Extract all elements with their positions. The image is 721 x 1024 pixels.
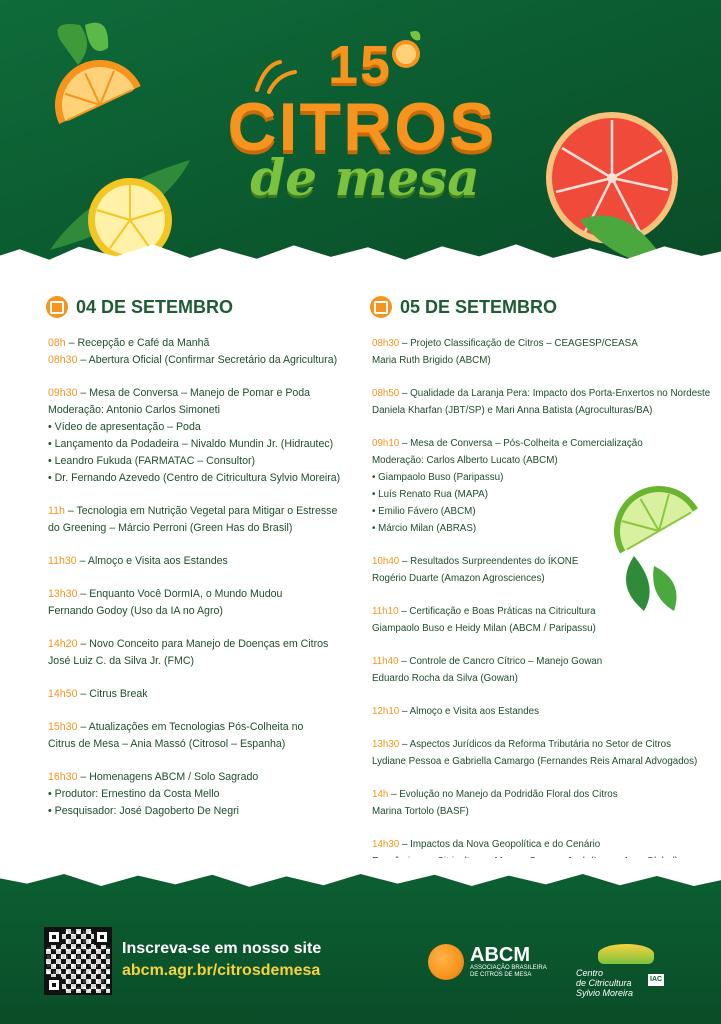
schedule-text: • Leandro Fukuda (FARMATAC – Consultor) <box>48 455 256 467</box>
abcm-name: ABCM <box>470 944 530 966</box>
schedule-text: Maria Ruth Brigido (ABCM) <box>372 355 491 366</box>
schedule-line <box>372 335 702 352</box>
day-title: 04 DE SETEMBRO <box>76 296 234 317</box>
schedule-item <box>48 769 348 820</box>
schedule-text: – Homenagens ABCM / Solo Sagrado <box>77 771 259 783</box>
schedule-text: – Certificação e Boas Práticas na Citricultura <box>398 606 596 617</box>
schedule-line <box>372 736 702 753</box>
schedule-line <box>48 803 348 820</box>
orange-logo-icon <box>428 944 464 980</box>
schedule-line <box>372 435 702 452</box>
schedule-line <box>372 352 702 369</box>
schedule-time: 16h30 <box>48 771 78 783</box>
schedule-line <box>372 452 702 469</box>
schedule-text: • Vídeo de apresentação – Poda <box>48 421 201 433</box>
schedule-time: 12h10 <box>372 706 400 717</box>
schedule-line <box>48 769 348 786</box>
ccsm-logo <box>576 944 663 998</box>
schedule-time: 11h <box>48 505 65 517</box>
abcm-subtitle-1: ASSOCIAÇÃO BRASILEIRA <box>470 965 547 971</box>
schedule-line <box>48 736 348 753</box>
schedule-line <box>48 553 348 570</box>
schedule-line <box>372 653 702 670</box>
schedule-text: – Almoço e Visita aos Estandes <box>76 555 228 567</box>
schedule-text: – Citrus Break <box>77 688 148 700</box>
schedule-line <box>48 586 348 603</box>
schedule-text: – Resultados Surpreendentes do ÍKONE <box>399 556 579 567</box>
schedule-text: • Produtor: Ernestino da Costa Mello <box>48 788 220 800</box>
schedule-day-04 <box>48 335 348 836</box>
ccsm-line-2: de Citricultura <box>576 978 632 988</box>
calendar-icon <box>370 296 392 318</box>
schedule-item <box>372 553 702 587</box>
grapefruit-slice-icon <box>540 110 690 262</box>
day-title: 05 DE SETEMBRO <box>400 296 558 317</box>
schedule-line <box>48 603 348 620</box>
schedule-time: 14h30 <box>372 839 400 850</box>
schedule-line <box>48 719 348 736</box>
schedule-line <box>48 352 348 369</box>
event-title: CITROS <box>227 89 497 165</box>
schedule-line <box>372 620 702 637</box>
schedule-line <box>372 503 702 520</box>
schedule-text: • Márcio Milan (ABRAS) <box>372 523 477 534</box>
ccsm-line-1: Centro <box>576 968 604 978</box>
schedule-text: Eduardo Rocha da Silva (Gowan) <box>372 673 518 684</box>
schedule-item <box>372 736 702 770</box>
schedule-text: – Aspectos Jurídicos da Reforma Tributária no Setor de Citros <box>399 739 671 750</box>
schedule-text: – Atualizações em Tecnologias Pós-Colheita no <box>77 721 304 733</box>
schedule-text: Lydiane Pessoa e Gabriella Camargo (Fernandes Reis Amaral Advogados) <box>372 756 698 767</box>
schedule-line <box>48 636 348 653</box>
schedule-time: 08h30 <box>372 338 400 349</box>
schedule-text: Daniela Kharfan (JBT/SP) e Mari Anna Batista (Agroculturas/BA) <box>372 405 653 416</box>
schedule-item <box>372 653 702 687</box>
schedule-time: 11h40 <box>372 656 399 667</box>
schedule-time: 14h50 <box>48 688 78 700</box>
schedule-time: 10h40 <box>372 556 400 567</box>
schedule-time: 13h30 <box>48 588 78 600</box>
schedule-time: 13h30 <box>372 739 400 750</box>
schedule-line <box>48 686 348 703</box>
schedule-text: – Qualidade da Laranja Pera: Impacto dos Porta-Enxertos no Nordeste <box>399 388 711 399</box>
schedule-line <box>48 419 348 436</box>
schedule-line <box>48 436 348 453</box>
schedule-line <box>48 470 348 487</box>
schedule-line <box>372 803 702 820</box>
schedule-text: – Tecnologia em Nutrição Vegetal para Mitigar o Estresse <box>64 505 338 517</box>
calendar-icon <box>46 296 68 318</box>
schedule-line <box>372 786 702 803</box>
schedule-item <box>372 603 702 637</box>
schedule-item <box>48 335 348 369</box>
schedule-text: – Recepção e Café da Manhã <box>65 337 210 349</box>
schedule-time: 14h20 <box>48 638 78 650</box>
schedule-text: Rogério Duarte (Amazon Agrosciences) <box>372 573 545 584</box>
schedule-text: Giampaolo Buso e Heidy Milan (ABCM / Paripassu) <box>372 623 596 634</box>
day-header-04 <box>46 296 233 318</box>
iac-badge: IAC <box>648 974 664 986</box>
schedule-line <box>372 570 702 587</box>
schedule-line <box>372 520 702 537</box>
schedule-line <box>372 553 702 570</box>
schedule-text: – Evolução no Manejo da Podridão Floral dos Citros <box>388 789 618 800</box>
schedule-text: – Controle de Cancro Cítrico – Manejo Gowan <box>398 656 603 667</box>
schedule-item <box>48 719 348 753</box>
schedule-time: 08h50 <box>372 388 400 399</box>
abcm-subtitle-2: DE CITROS DE MESA <box>470 972 532 978</box>
schedule-text: – Mesa de Conversa – Manejo de Pomar e Poda <box>77 387 311 399</box>
schedule-text: • Pesquisador: José Dagoberto De Negri <box>48 805 239 817</box>
schedule-text: – Enquanto Você DormIA, o Mundo Mudou <box>77 588 283 600</box>
schedule-line <box>48 503 348 520</box>
schedule-time: 08h30 <box>48 354 78 366</box>
signup-text: Inscreva-se em nosso site <box>122 940 322 957</box>
schedule-line <box>372 486 702 503</box>
schedule-line <box>372 703 702 720</box>
schedule-text: José Luiz C. da Silva Jr. (FMC) <box>48 655 194 667</box>
schedule-item <box>48 553 348 570</box>
schedule-line <box>48 385 348 402</box>
schedule-text: • Dr. Fernando Azevedo (Centro de Citricultura Sylvio Moreira) <box>48 472 341 484</box>
qr-code-icon[interactable] <box>44 927 112 995</box>
schedule-text: Fernando Godoy (Uso da IA no Agro) <box>48 605 223 617</box>
schedule-line <box>48 335 348 352</box>
schedule-text: Moderação: Carlos Alberto Lucato (ABCM) <box>372 455 558 466</box>
schedule-text: do Greening – Márcio Perroni (Green Has do Brasil) <box>48 522 293 534</box>
schedule-text: – Abertura Oficial (Confirmar Secretário da Agricultura) <box>77 354 338 366</box>
edition-number: 15 <box>327 35 393 95</box>
schedule-line <box>48 520 348 537</box>
schedule-item <box>48 686 348 703</box>
event-subtitle: de mesa <box>250 148 480 207</box>
schedule-item <box>48 636 348 670</box>
schedule-text: – Mesa de Conversa – Pós-Colheita e Comercialização <box>399 438 643 449</box>
schedule-text: – Novo Conceito para Manejo de Doenças em Citros <box>77 638 329 650</box>
schedule-item <box>48 503 348 537</box>
schedule-line <box>372 753 702 770</box>
schedule-text: Marina Tortolo (BASF) <box>372 806 469 817</box>
schedule-line <box>372 469 702 486</box>
schedule-line <box>372 385 711 402</box>
schedule-time: 11h10 <box>372 606 399 617</box>
ccsm-emblem-icon <box>598 944 654 964</box>
schedule-time: 15h30 <box>48 721 78 733</box>
schedule-text: • Luís Renato Rua (MAPA) <box>372 489 488 500</box>
schedule-line <box>372 402 702 419</box>
schedule-time: 08h <box>48 337 66 349</box>
schedule-text: Moderação: Antonio Carlos Simoneti <box>48 404 220 416</box>
schedule-line <box>372 603 702 620</box>
abcm-logo <box>428 944 547 980</box>
schedule-item <box>372 335 702 369</box>
schedule-text: – Impactos da Nova Geopolítica e do Cenário <box>399 839 601 850</box>
schedule-text: • Emilio Fávero (ABCM) <box>372 506 476 517</box>
header-banner <box>0 0 721 262</box>
lemon-slice-icon <box>50 150 200 262</box>
schedule-line <box>48 402 348 419</box>
schedule-line <box>372 670 702 687</box>
schedule-time: 14h <box>372 789 389 800</box>
schedule-line <box>48 786 348 803</box>
schedule-line <box>48 453 348 470</box>
schedule-text: – Almoço e Visita aos Estandes <box>399 706 540 717</box>
schedule-time: 11h30 <box>48 555 77 567</box>
schedule-day-05 <box>372 335 711 919</box>
schedule-item <box>372 703 702 720</box>
day-header-05 <box>370 296 557 318</box>
ccsm-line-3: Sylvio Moreira <box>576 988 634 998</box>
schedule-text: • Lançamento da Podadeira – Nivaldo Mundin Jr. (Hidrautec) <box>48 438 334 450</box>
schedule-line <box>48 653 348 670</box>
schedule-item <box>372 786 702 820</box>
schedule-text: • Giampaolo Buso (Paripassu) <box>372 472 504 483</box>
schedule-item <box>372 385 711 419</box>
signup-link[interactable]: abcm.agr.br/citrosdemesa <box>122 962 321 979</box>
schedule-item <box>48 586 348 620</box>
schedule-line <box>372 836 702 853</box>
orange-slice-icon <box>40 20 150 150</box>
schedule-item <box>48 385 348 487</box>
schedule-text: – Projeto Classificação de Citros – CEAGESP/CEASA <box>399 338 638 349</box>
schedule-time: 09h10 <box>372 438 400 449</box>
schedule-text: Citrus de Mesa – Ania Massó (Citrosol – Espanha) <box>48 738 286 750</box>
schedule-time: 09h30 <box>48 387 78 399</box>
schedule-item <box>372 435 702 537</box>
